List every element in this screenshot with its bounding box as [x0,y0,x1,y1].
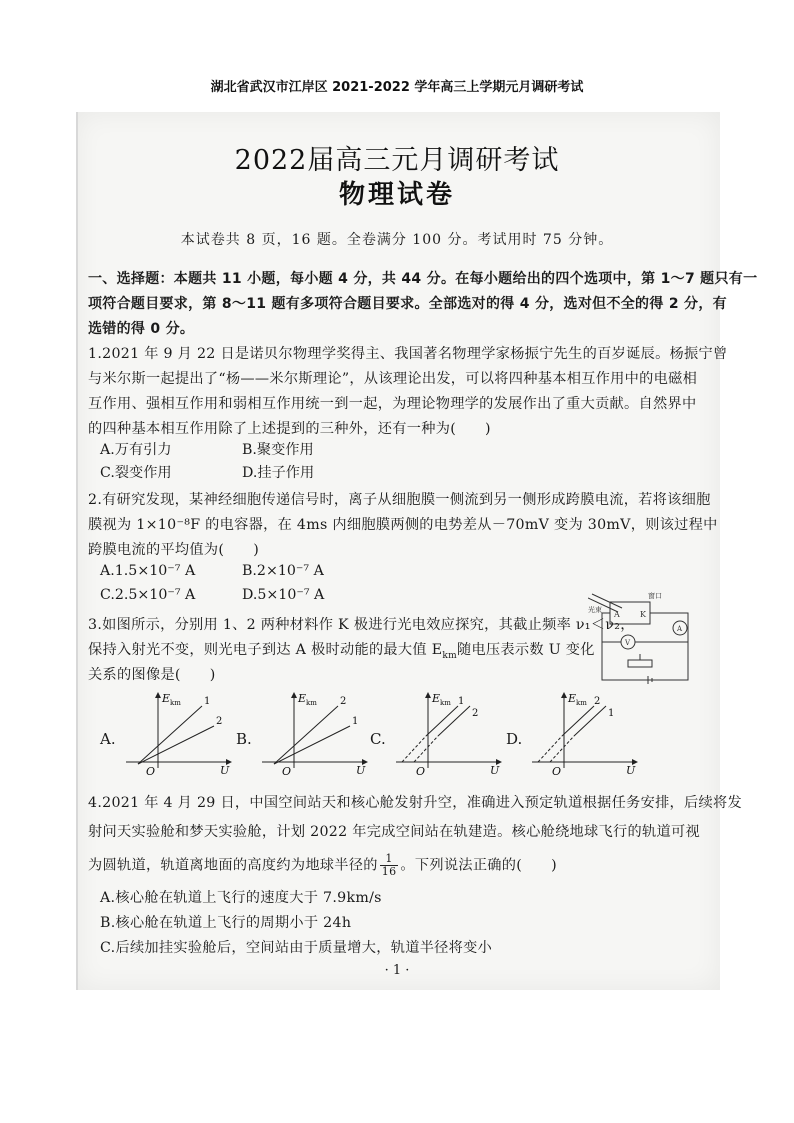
document-header: 湖北省武汉市江岸区 2021-2022 学年高三上学期元月调研考试 [210,80,584,95]
series-extension-bottom [550,736,574,762]
circuit-cathode-label: K [640,610,646,619]
series-line-top [138,706,202,764]
q3-line-2 [88,639,595,661]
section-line-2: 项符合题目要求，第 8～11 题有多项符合题目要求。全部选对的得 4 分，选对但不全的得 2 分，有 [88,296,727,312]
x-axis-label: U [220,764,230,777]
q3-graph-option-d [506,690,638,780]
q1-option-d: D.挂子作用 [242,465,315,481]
y-axis-label: E [298,692,307,705]
series-label-top: 1 [458,696,465,707]
ekm-u-graph [528,690,638,778]
series-label-bottom: 1 [608,708,615,719]
x-axis-label: U [626,764,636,777]
ekm-u-graph [122,690,232,778]
y-axis-label: E [568,692,577,705]
x-axis-label: U [490,764,500,777]
series-line-bottom [274,726,350,764]
q1-option-c: C.裂变作用 [100,465,172,481]
exam-title: 2022届高三元月调研考试 [234,145,560,176]
series-label-top: 2 [340,696,347,707]
q3-line-2-text: 保持入射光不变，则光电子到达 A 极时动能的最大值 E [88,642,443,658]
q2-option-d: D.5×10⁻⁷ A [242,587,325,603]
q1-line-1: 1.2021 年 9 月 22 日是诺贝尔物理学奖得主、我国著名物理学家杨振宁先生的百岁诞辰。杨振宁曾 [88,346,728,362]
q4-option-c: C.后续加挂实验舱后，空间站由于质量增大，轨道半径将变小 [100,940,493,956]
origin-label: O [146,765,156,778]
series-label-bottom: 2 [216,716,223,727]
y-axis-label-subscript: km [306,699,317,707]
q3-graph-option-c [370,690,502,780]
circuit-light-label: 光束 [588,606,602,614]
ammeter-label: A [677,625,683,633]
q2-line-2: 膜视为 1×10⁻⁸F 的电容器，在 4ms 内细胞膜两侧的电势差从－70mV 变为 30mV，则该过程中 [88,517,718,533]
series-line-bottom [438,706,470,736]
q3-graph-option-label: D. [506,730,523,748]
q1-option-a: A.万有引力 [100,442,172,458]
y-axis-arrow-icon [291,692,297,698]
fraction-one-sixteenth [380,853,399,878]
series-extension-bottom [414,736,438,762]
y-axis-arrow-icon [561,692,567,698]
series-line-top [426,706,458,736]
q2-option-a: A.1.5×10⁻⁷ A [100,563,196,579]
series-label-bottom: 1 [352,716,359,727]
ekm-u-graph [258,690,368,778]
q3-graph-option-a [100,690,232,780]
photoelectric-circuit-diagram [588,590,706,690]
q4-option-b: B.核心舱在轨道上飞行的周期小于 24h [100,915,352,931]
series-line-bottom [138,726,214,764]
circuit-anode-label: A [614,610,620,619]
section-line-3: 选错的得 0 分。 [88,321,195,337]
q3-graph-option-label: B. [236,730,252,748]
q4-line-3a: 为圆轨道，轨道离地面的高度约为地球半径的 [88,857,378,874]
q3-graph-option-label: C. [370,730,386,748]
section-line-1: 一、选择题：本题共 11 小题，每小题 4 分，共 44 分。在每小题给出的四个选项中，第 1～7 题只有一 [88,271,758,287]
page-number: · 1 · [384,963,410,978]
q1-line-2: 与米尔斯一起提出了“杨——米尔斯理论”，从该理论出发，可以将四种基本相互作用中的电磁相 [88,371,698,387]
q1-line-3: 互作用、强相互作用和弱相互作用统一到一起，为理论物理学的发展作出了重大贡献。自然界中 [88,396,697,412]
fraction-numerator: 1 [380,853,399,866]
x-axis-label: U [356,764,366,777]
series-extension-top [538,736,562,762]
origin-label: O [416,765,426,778]
series-line-bottom [574,706,606,736]
q2-option-b: B.2×10⁻⁷ A [242,563,324,579]
series-line-top [274,706,338,764]
series-label-top: 1 [204,696,211,707]
q3-line-3: 关系的图像是( ) [88,667,216,683]
q4-line-2: 射问天实验舱和梦天实验舱，计划 2022 年完成空间站在轨建造。核心舱绕地球飞行的轨道可视 [88,824,700,840]
q4-line-3b: 。下列说法正确的( ) [400,857,557,874]
q2-line-1: 2.有研究发现，某神经细胞传递信号时，离子从细胞膜一侧流到另一侧形成跨膜电流，若将该细胞 [88,492,711,508]
q3-graph-option-label: A. [100,730,116,748]
y-axis-label-subscript: km [576,699,587,707]
y-axis-label: E [432,692,441,705]
origin-label: O [282,765,292,778]
q2-option-c: C.2.5×10⁻⁷ A [100,587,196,603]
rheostat [628,660,652,667]
q4-line-3 [88,853,557,878]
q4-line-1: 4.2021 年 4 月 29 日，中国空间站天和核心舱发射升空，准确进入预定轨道根据任务安排，后续将发 [88,795,742,811]
y-axis-label: E [162,692,171,705]
q3-ekm-subscript: km [442,650,457,661]
q3-line-2-tail: 随电压表示数 U 变化 [456,642,595,658]
q4-option-a: A.核心舱在轨道上飞行的速度大于 7.9km/s [100,890,382,906]
y-axis-arrow-icon [155,692,161,698]
q1-option-b: B.聚变作用 [242,442,314,458]
voltmeter-label: V [625,639,631,647]
y-axis-label-subscript: km [170,699,181,707]
y-axis-arrow-icon [425,692,431,698]
series-extension-top [402,736,426,762]
circuit-window-label: 窗口 [648,592,662,600]
fraction-denominator: 16 [381,865,397,878]
exam-info: 本试卷共 8 页，16 题。全卷满分 100 分。考试用时 75 分钟。 [180,232,614,248]
y-axis-label-subscript: km [440,699,451,707]
series-label-top: 2 [594,696,601,707]
q3-graph-option-b [236,690,368,780]
q2-line-3: 跨膜电流的平均值为( ) [88,542,260,558]
series-label-bottom: 2 [472,708,479,719]
ekm-u-graph [392,690,502,778]
series-line-top [562,706,594,736]
q1-line-4: 的四种基本相互作用除了上述提到的三种外，还有一种为( ) [88,421,491,437]
q3-line-1: 3.如图所示，分别用 1、2 两种材料作 K 极进行光电效应探究，其截止频率 ν₁＜ν₂， [88,617,635,633]
origin-label: O [552,765,562,778]
exam-subject: 物理试卷 [338,180,455,210]
